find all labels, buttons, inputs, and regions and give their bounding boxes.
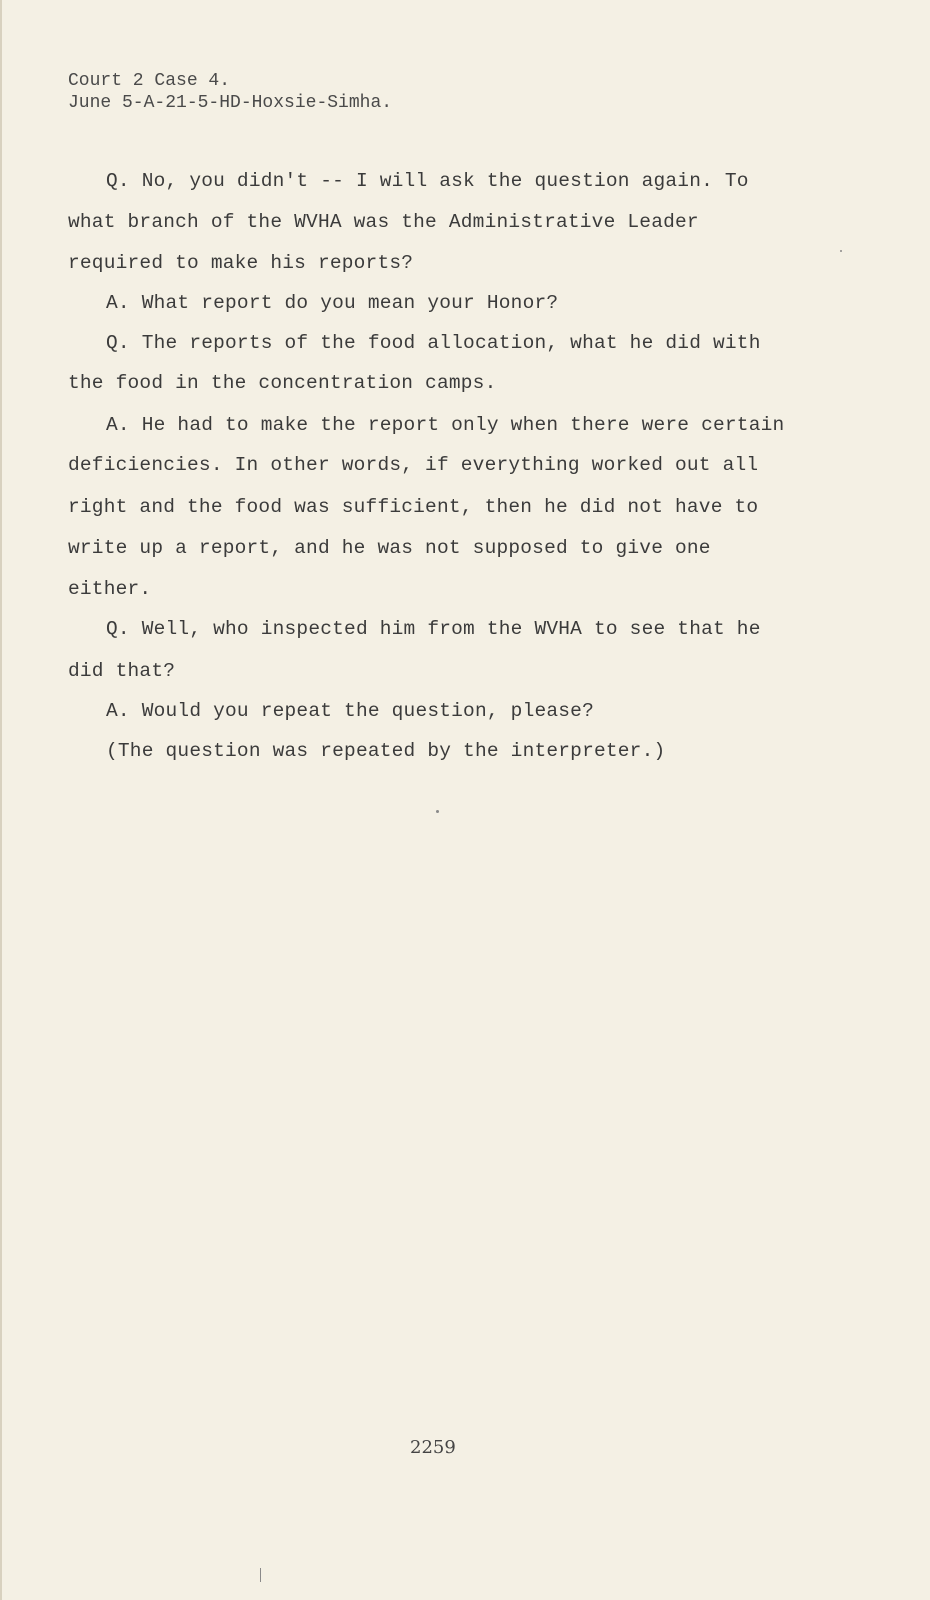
transcript-line: what branch of the WVHA was the Administrative Leader bbox=[68, 211, 699, 233]
transcript-line: (The question was repeated by the interpreter.) bbox=[106, 740, 666, 762]
page-number: 2259 bbox=[410, 1437, 456, 1458]
transcript-line: A. What report do you mean your Honor? bbox=[106, 292, 559, 314]
transcript-line: Q. No, you didn't -- I will ask the question again. To bbox=[106, 170, 749, 192]
transcript-line: write up a report, and he was not supposed to give one bbox=[68, 537, 711, 559]
case-header-session: June 5-A-21-5-HD-Hoxsie-Simha. bbox=[68, 93, 393, 113]
transcript-line: deficiencies. In other words, if everything worked out all bbox=[68, 454, 759, 476]
transcript-line: Q. The reports of the food allocation, what he did with bbox=[106, 332, 761, 354]
paper-speck bbox=[436, 810, 439, 813]
case-header-court: Court 2 Case 4. bbox=[68, 71, 231, 91]
transcript-line: either. bbox=[68, 578, 152, 600]
paper-speck bbox=[840, 250, 842, 252]
case-header bbox=[68, 70, 392, 114]
transcript-line: did that? bbox=[68, 660, 176, 682]
transcript-line: the food in the concentration camps. bbox=[68, 372, 497, 394]
transcript-line: A. He had to make the report only when there were certain bbox=[106, 414, 785, 436]
transcript-line: A. Would you repeat the question, please? bbox=[106, 700, 594, 722]
transcript-line: required to make his reports? bbox=[68, 252, 414, 274]
transcript-line: Q. Well, who inspected him from the WVHA to see that he bbox=[106, 618, 761, 640]
transcript-line: right and the food was sufficient, then he did not have to bbox=[68, 496, 759, 518]
paper-speck bbox=[260, 1568, 261, 1582]
